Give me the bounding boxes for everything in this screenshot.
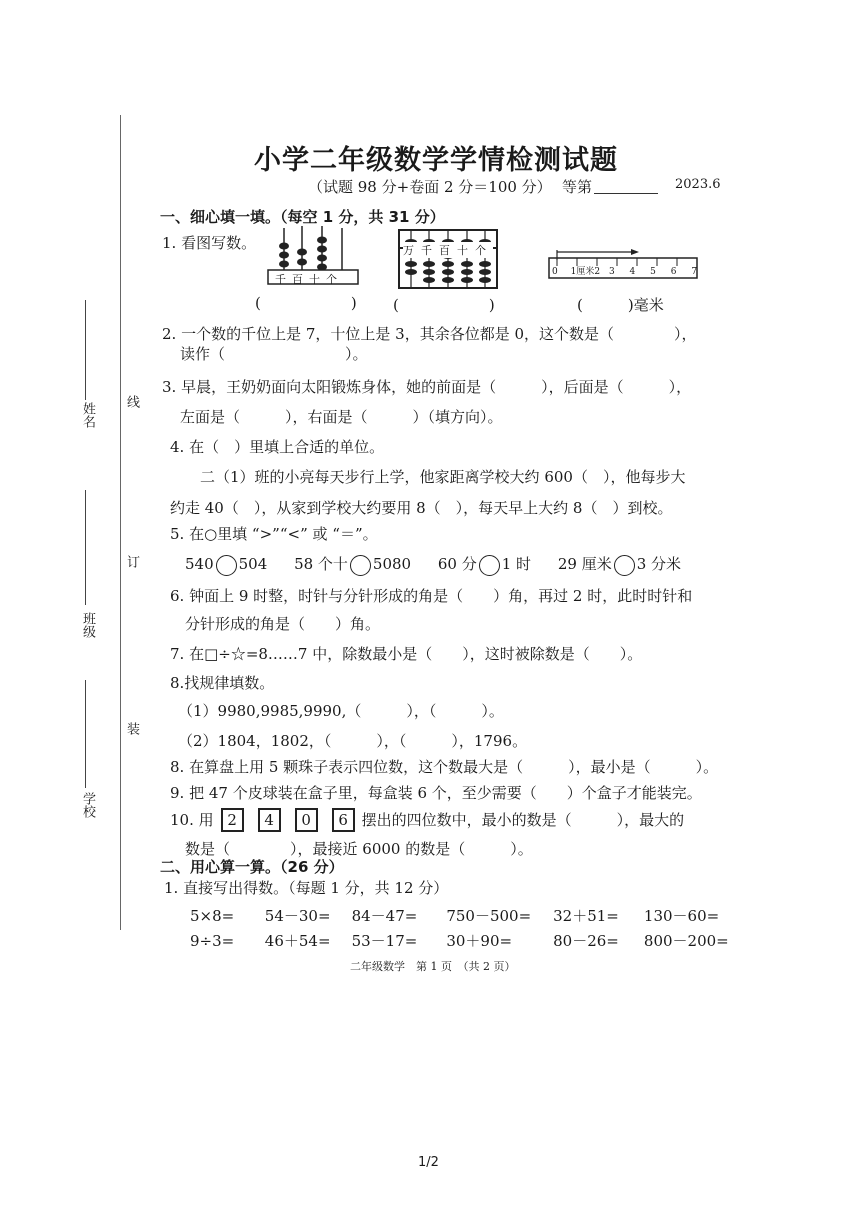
class-label: 班级 bbox=[80, 612, 95, 638]
q8-text: 8.找规律填数。 bbox=[170, 674, 275, 692]
digit-card-4: 6 bbox=[332, 808, 355, 832]
q1-text: 1. 看图写数。 bbox=[162, 234, 257, 252]
q6-line1: 6. 钟面上 9 时整，时针与分针形成的角是（ ）角，再过 2 时，此时时针和 bbox=[170, 587, 693, 605]
ruler-tick-0: 0 bbox=[552, 267, 558, 277]
grade-label: 等第 bbox=[562, 178, 593, 196]
calc-2-1: 9÷3= bbox=[190, 932, 235, 950]
q5-item-3-left: 60 分 bbox=[437, 555, 477, 573]
q8b-text: 8. 在算盘上用 5 颗珠子表示四位数，这个数最大是（ ），最小是（ ）。 bbox=[170, 758, 719, 776]
subtitle: （试题 98 分+卷面 2 分＝100 分） bbox=[308, 178, 552, 196]
ruler-tick-4: 4 bbox=[629, 267, 636, 277]
binding-line bbox=[120, 115, 121, 930]
q1-blank-2[interactable]: ( ) bbox=[393, 296, 495, 314]
q8-part1: （1）9980,9985,9990,（ ），（ ）。 bbox=[178, 702, 504, 720]
q9-text: 9. 把 47 个皮球装在盒子里，每盒装 6 个，至少需要（ ）个盒子才能装完。 bbox=[170, 784, 702, 802]
ruler-tick-1: 1厘米2 bbox=[570, 267, 601, 277]
q5-item-4-right: 3 分米 bbox=[636, 555, 682, 573]
q5-item-4-left: 29 厘米 bbox=[557, 555, 612, 573]
q8-part2: （2）1804，1802，（ ），（ ），1796。 bbox=[178, 732, 528, 750]
abacus2-label-tens: 十 bbox=[457, 244, 475, 257]
q1-blank-1[interactable]: ( ) bbox=[255, 294, 357, 312]
page-title: 小学二年级数学学情检测试题 bbox=[254, 145, 618, 176]
q1-blank-3[interactable]: ( )毫米 bbox=[577, 296, 664, 314]
ruler-tick-6: 6 bbox=[670, 267, 677, 277]
q10-line1 bbox=[170, 808, 684, 832]
calc-row-1 bbox=[190, 905, 719, 926]
q7-text: 7. 在□÷☆=8……7 中，除数最小是（ ），这时被除数是（ ）。 bbox=[170, 645, 643, 663]
calc-2-2: 46＋54= bbox=[264, 932, 331, 950]
calc-1-1: 5×8= bbox=[190, 907, 235, 925]
section2-heading: 二、用心算一算。（26 分） bbox=[160, 858, 344, 876]
page-indicator: 1/2 bbox=[418, 1155, 439, 1170]
calc-1-6: 130－60= bbox=[643, 907, 720, 925]
ruler-tick-3: 3 bbox=[608, 267, 615, 277]
abacus1-label-ones: 个 bbox=[326, 273, 343, 286]
digit-card-1: 2 bbox=[221, 808, 244, 832]
abacus2-label-ten-thousands: 万 bbox=[403, 244, 421, 257]
compare-circle-3[interactable] bbox=[479, 555, 500, 576]
binding-zhuang-char: 装 bbox=[124, 722, 139, 735]
calc-1-5: 32＋51= bbox=[553, 907, 619, 925]
binding-line-char: 线 bbox=[124, 395, 139, 408]
q5-line1: 5. 在○里填 “>”“<” 或 “＝”。 bbox=[170, 525, 378, 543]
abacus2-label-thousands: 千 bbox=[421, 244, 439, 257]
school-label: 学校 bbox=[80, 792, 95, 818]
calc-2-3: 53－17= bbox=[351, 932, 418, 950]
section1-heading: 一、细心填一填。（每空 1 分，共 31 分） bbox=[160, 208, 445, 226]
calc-2-4: 30＋90= bbox=[446, 932, 513, 950]
q5-items bbox=[185, 553, 681, 576]
q2-line1: 2. 一个数的千位上是 7，十位上是 3，其余各位都是 0，这个数是（ ）， bbox=[162, 325, 697, 343]
date: 2023.6 bbox=[675, 177, 721, 192]
section2-q1: 1. 直接写出得数。（每题 1 分，共 12 分） bbox=[164, 879, 449, 897]
page-footer: 二年级数学 第 1 页 （共 2 页） bbox=[350, 960, 516, 973]
grade-blank bbox=[594, 193, 658, 194]
class-blank bbox=[85, 490, 86, 605]
calc-1-4: 750－500= bbox=[446, 907, 532, 925]
calc-2-5: 80－26= bbox=[553, 932, 619, 950]
q5-item-3-right: 1 时 bbox=[501, 555, 532, 573]
q10-prefix: 10. 用 bbox=[170, 811, 214, 829]
q5-item-1-right: 504 bbox=[238, 555, 268, 573]
q3-line2: 左面是（ ），右面是（ ）（填方向）。 bbox=[180, 408, 503, 426]
digit-card-2: 4 bbox=[258, 808, 281, 832]
compare-circle-4[interactable] bbox=[614, 555, 635, 576]
calc-2-6: 800－200= bbox=[643, 932, 729, 950]
ruler-tick-5: 5 bbox=[650, 267, 656, 277]
ruler-tick-7: 7 bbox=[691, 267, 698, 277]
q10-line2: 数是（ ），最接近 6000 的数是（ ）。 bbox=[185, 840, 533, 858]
name-label: 姓名 bbox=[80, 402, 95, 428]
q4-line3: 约走 40（ ），从家到学校大约要用 8（ ），每天早上大约 8（ ）到校。 bbox=[170, 499, 673, 517]
abacus-figure-2 bbox=[395, 226, 501, 292]
calc-1-3: 84－47= bbox=[351, 907, 418, 925]
digit-card-3: 0 bbox=[295, 808, 318, 832]
name-blank bbox=[85, 300, 86, 400]
school-blank bbox=[85, 680, 86, 788]
q5-item-1-left: 540 bbox=[185, 555, 214, 573]
compare-circle-1[interactable] bbox=[216, 555, 237, 576]
q2-line2: 读作（ ）。 bbox=[180, 345, 368, 363]
abacus1-label-tens: 十 bbox=[309, 273, 326, 286]
calc-row-2 bbox=[190, 930, 729, 951]
calc-1-2: 54－30= bbox=[264, 907, 331, 925]
abacus2-label-ones: 个 bbox=[475, 244, 493, 257]
abacus2-label-hundreds: 百 bbox=[439, 244, 457, 257]
q3-line1: 3. 早晨，王奶奶面向太阳锻炼身体，她的前面是（ ），后面是（ ）， bbox=[162, 378, 692, 396]
q10-suffix: 摆出的四位数中，最小的数是（ ），最大的 bbox=[361, 811, 685, 829]
compare-circle-2[interactable] bbox=[350, 555, 371, 576]
q4-line1: 4. 在（ ）里填上合适的单位。 bbox=[170, 438, 385, 456]
q5-item-2-left: 58 个十 bbox=[294, 555, 348, 573]
abacus1-label-hundreds: 百 bbox=[292, 273, 309, 286]
q6-line2: 分针形成的角是（ ）角。 bbox=[185, 615, 381, 633]
binding-ding-char: 订 bbox=[124, 555, 139, 568]
q5-item-2-right: 5080 bbox=[372, 555, 412, 573]
abacus1-label-thousands: 千 bbox=[275, 273, 292, 286]
q4-line2: 二（1）班的小亮每天步行上学，他家距离学校大约 600（ ），他每步大 bbox=[200, 468, 686, 486]
